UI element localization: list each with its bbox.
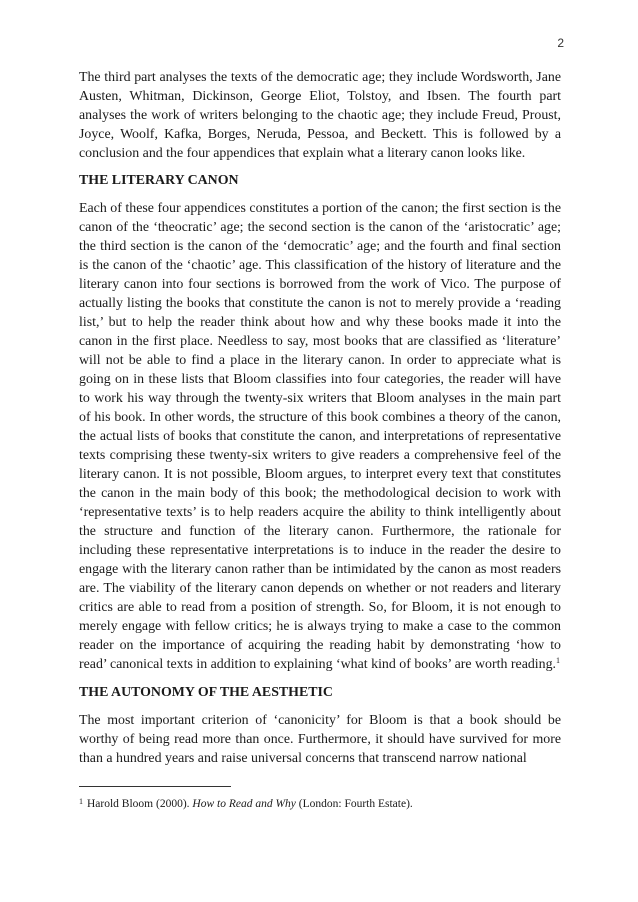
footnote-mark: 1	[79, 797, 83, 806]
paragraph-literary-canon	[79, 199, 561, 674]
footnote-reference[interactable]: 1	[556, 656, 561, 665]
footnote-publisher: (London: Fourth Estate).	[298, 798, 413, 810]
footnote-author: Harold Bloom (2000).	[87, 798, 190, 810]
section-heading-autonomy: THE AUTONOMY OF THE AESTHETIC	[79, 685, 333, 700]
footnote-title: How to Read and Why	[192, 798, 296, 810]
page-number: 2	[557, 36, 564, 50]
paragraph-literary-canon-text: Each of these four appendices constitutes a portion of the canon; the first section is the canon of the ‘theocratic’ age; the second section is the canon of the ‘aristocratic’ age; the third section is the canon of the ‘democratic’ age; and the fourth and final section is the canon of the ‘chaotic’ age. This classification of the history of literature and the literary canon into four sections is borrowed from the work of Vico. The purpose of actually listing the books that constitute the canon is not to merely provide a ‘reading list,’ but to help the reader think about how and why these books made it into the canon in the first place. Needless to say, most books that are classified as ‘literature’ will not be able to find a place in the literary canon. In order to appreciate what is going on in these lists that Bloom classifies into four categories, the reader will have to work his way through the twenty-six writers that Bloom analyses in the main part of his book. In other words, the structure of this book combines a theory of the canon, the actual lists of books that constitute the canon, and interpretations of representative texts comprising these twenty-six writers to give readers a comprehensive feel of the literary canon. It is not possible, Bloom argues, to interpret every text that constitutes the canon in the main body of this book; the methodological decision to work with ‘representative texts’ is to help readers acquire the ability to think intelligently about the structure and function of the literary canon. Furthermore, the rationale for including these representative interpretations is to induce in the reader the desire to engage with the literary canon rather than be intimidated by the canon as most readers are. The viability of the literary canon depends on whether or not readers and literary critics are able to read from a position of strength. So, for Bloom, it is not enough to merely engage with fellow critics; he is always trying to make a case to the common reader on the importance of acquiring the reading habit by demonstrating ‘how to read’ canonical texts in addition to explaining ‘what kind of books’ are worth reading.	[79, 201, 561, 672]
paragraph-autonomy: The most important criterion of ‘canonicity’ for Bloom is that a book should be worthy of being read more than once. Furthermore, it should have survived for more than a hundred years and raise universal concerns that transcend narrow national	[79, 713, 561, 766]
page-body	[79, 68, 561, 768]
paragraph-intro: The third part analyses the texts of the democratic age; they include Wordsworth, Jane Austen, Whitman, Dickinson, George Eliot, Tolstoy, and Ibsen. The fourth part analyses the work of writers belonging to the chaotic age; they include Freud, Proust, Joyce, Woolf, Kafka, Borges, Neruda, Pessoa, and Beckett. This is followed by a conclusion and the four appendices that explain what a literary canon looks like.	[79, 70, 561, 161]
footnote-divider	[79, 786, 231, 787]
footnote	[79, 794, 561, 812]
section-heading-literary-canon: THE LITERARY CANON	[79, 173, 239, 188]
